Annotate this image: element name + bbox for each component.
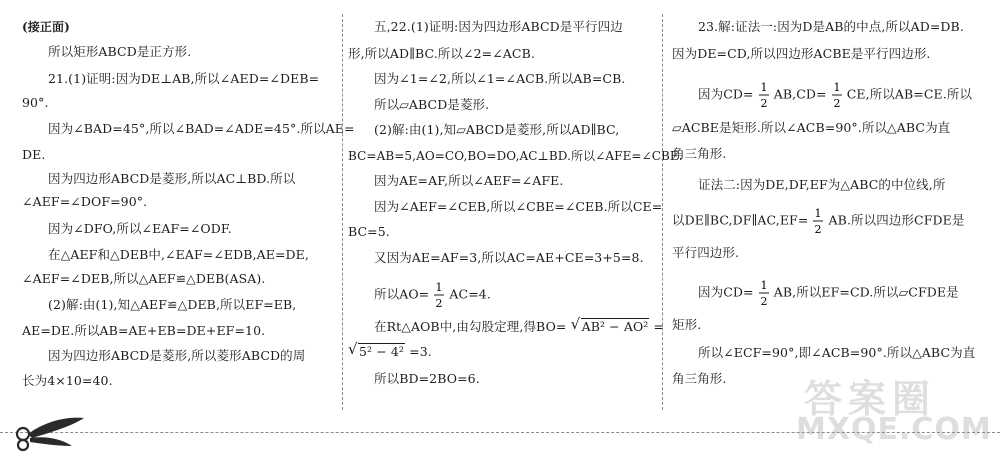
text-line-fraction xyxy=(348,280,654,310)
column-middle xyxy=(348,0,683,412)
text-line: AE=DE.所以AB=AE+EB=DE+EF=10. xyxy=(22,323,266,338)
sqrt-sign-icon: √ xyxy=(570,315,581,333)
fraction-numerator: 1 xyxy=(760,279,768,292)
fraction-half xyxy=(812,206,824,236)
fraction-half xyxy=(758,278,770,308)
fraction-half xyxy=(831,80,843,110)
text-line: 因为∠AEF=∠CEB,所以∠CBE=∠CEB.所以CE= xyxy=(374,199,663,214)
text-fragment: 以DE∥BC,DF∥AC,EF= xyxy=(672,212,809,228)
text-fragment: 所以AO= xyxy=(374,286,430,302)
fraction-half xyxy=(758,80,770,110)
text-fragment: 因为CD= xyxy=(698,284,754,300)
text-line: 长为4×10=40. xyxy=(22,373,113,388)
sqrt-expression xyxy=(570,315,650,336)
text-line: 所以∠ECF=90°,即∠ACB=90°.所以△ABC为直 xyxy=(698,345,976,360)
text-line: 21.(1)证明:因为DE⊥AB,所以∠AED=∠DEB= xyxy=(48,71,320,86)
text-line: 因为四边形ABCD是菱形,所以菱形ABCD的周 xyxy=(48,348,306,363)
text-line: 角三角形. xyxy=(672,146,727,161)
text-line: 因为四边形ABCD是菱形,所以AC⊥BD.所以 xyxy=(48,171,296,186)
text-fragment: AB,所以EF=CD.所以▱CFDE是 xyxy=(773,284,959,300)
fraction-numerator: 1 xyxy=(814,207,823,220)
text-line-sqrt xyxy=(348,315,665,336)
fraction-numerator: 1 xyxy=(760,81,768,94)
text-line: 角三角形. xyxy=(672,371,727,386)
fraction-denominator: 2 xyxy=(833,97,841,110)
sqrt-expression xyxy=(348,340,405,361)
text-line: 形,所以AD∥BC.所以∠2=∠ACB. xyxy=(348,46,535,61)
sqrt-sign-icon: √ xyxy=(348,340,358,358)
text-line: 90°. xyxy=(22,95,49,110)
text-fragment: AC=4. xyxy=(449,286,491,302)
continued-note: (接正面) xyxy=(22,20,70,34)
text-line: 所以BD=2BO=6. xyxy=(374,371,480,386)
text-line: 平行四边形. xyxy=(672,245,740,260)
sqrt-radicand: 5² − 4² xyxy=(359,344,405,359)
text-line: BC=5. xyxy=(348,224,390,239)
text-line: (2)解:由(1),知△AEF≌△DEB,所以EF=EB, xyxy=(48,297,297,312)
text-line-fraction xyxy=(672,206,980,236)
text-line: 所以矩形ABCD是正方形. xyxy=(48,44,192,59)
text-line: ∠AEF=∠DOF=90°. xyxy=(22,194,148,209)
text-line: ▱ACBE是矩形.所以∠ACB=90°.所以△ABC为直 xyxy=(672,120,951,135)
text-line: 证法二:因为DE,DF,EF为△ABC的中位线,所 xyxy=(698,177,946,192)
text-line-sqrt xyxy=(348,340,654,361)
text-line: 因为∠DFO,所以∠EAF=∠ODF. xyxy=(48,221,232,236)
fraction-denominator: 2 xyxy=(814,223,823,236)
fraction-denominator: 2 xyxy=(760,97,768,110)
column-right xyxy=(672,0,980,412)
text-fragment: AB,CD= xyxy=(773,86,827,102)
text-fragment: AB.所以四边形CFDE是 xyxy=(828,212,965,228)
cut-line xyxy=(0,432,1000,433)
fraction-denominator: 2 xyxy=(760,295,768,308)
text-line: 在△AEF和△DEB中,∠EAF=∠EDB,AE=DE, xyxy=(48,247,309,262)
text-line: (2)解:由(1),知▱ABCD是菱形,所以AD∥BC, xyxy=(374,122,620,137)
text-fragment: = xyxy=(653,319,665,334)
text-line: DE. xyxy=(22,147,46,162)
fraction-numerator: 1 xyxy=(435,281,443,294)
text-line: BC=AB=5,AO=CO,BO=DO,AC⊥BD.所以∠AFE=∠CBE. xyxy=(348,149,683,163)
text-line: 因为AE=AF,所以∠AEF=∠AFE. xyxy=(374,173,564,188)
watermark-url: MXQE.COM xyxy=(796,412,992,447)
fraction-denominator: 2 xyxy=(435,297,443,310)
text-line: 五,22.(1)证明:因为四边形ABCD是平行四边 xyxy=(374,19,623,34)
text-fragment: =3. xyxy=(409,344,432,359)
text-line: 23.解:证法一:因为D是AB的中点,所以AD=DB. xyxy=(698,19,964,34)
scissors-icon xyxy=(14,412,86,452)
text-line-fraction xyxy=(672,278,980,308)
text-line-fraction xyxy=(672,80,980,110)
text-line: 所以▱ABCD是菱形. xyxy=(374,97,490,112)
text-line: 因为DE=CD,所以四边形ACBE是平行四边形. xyxy=(672,46,931,61)
text-fragment: CE,所以AB=CE.所以 xyxy=(846,86,973,102)
column-left xyxy=(22,0,355,412)
text-line: 因为∠1=∠2,所以∠1=∠ACB.所以AB=CB. xyxy=(374,71,626,86)
fraction-half xyxy=(433,280,445,310)
text-line: 又因为AE=AF=3,所以AC=AE+CE=3+5=8. xyxy=(374,250,644,265)
text-fragment: 在Rt△AOB中,由勾股定理,得BO= xyxy=(374,319,567,334)
text-fragment: 因为CD= xyxy=(698,86,754,102)
watermark-title: 答案圈 xyxy=(804,377,937,421)
sqrt-radicand: AB² − AO² xyxy=(581,319,649,334)
text-line: 因为∠BAD=45°,所以∠BAD=∠ADE=45°.所以AE= xyxy=(48,121,355,136)
text-line: ∠AEF=∠DEB,所以△AEF≌△DEB(ASA). xyxy=(22,271,266,286)
text-line: 矩形. xyxy=(672,317,702,332)
column-separator xyxy=(662,14,663,410)
column-separator xyxy=(342,14,343,410)
fraction-numerator: 1 xyxy=(833,81,841,94)
